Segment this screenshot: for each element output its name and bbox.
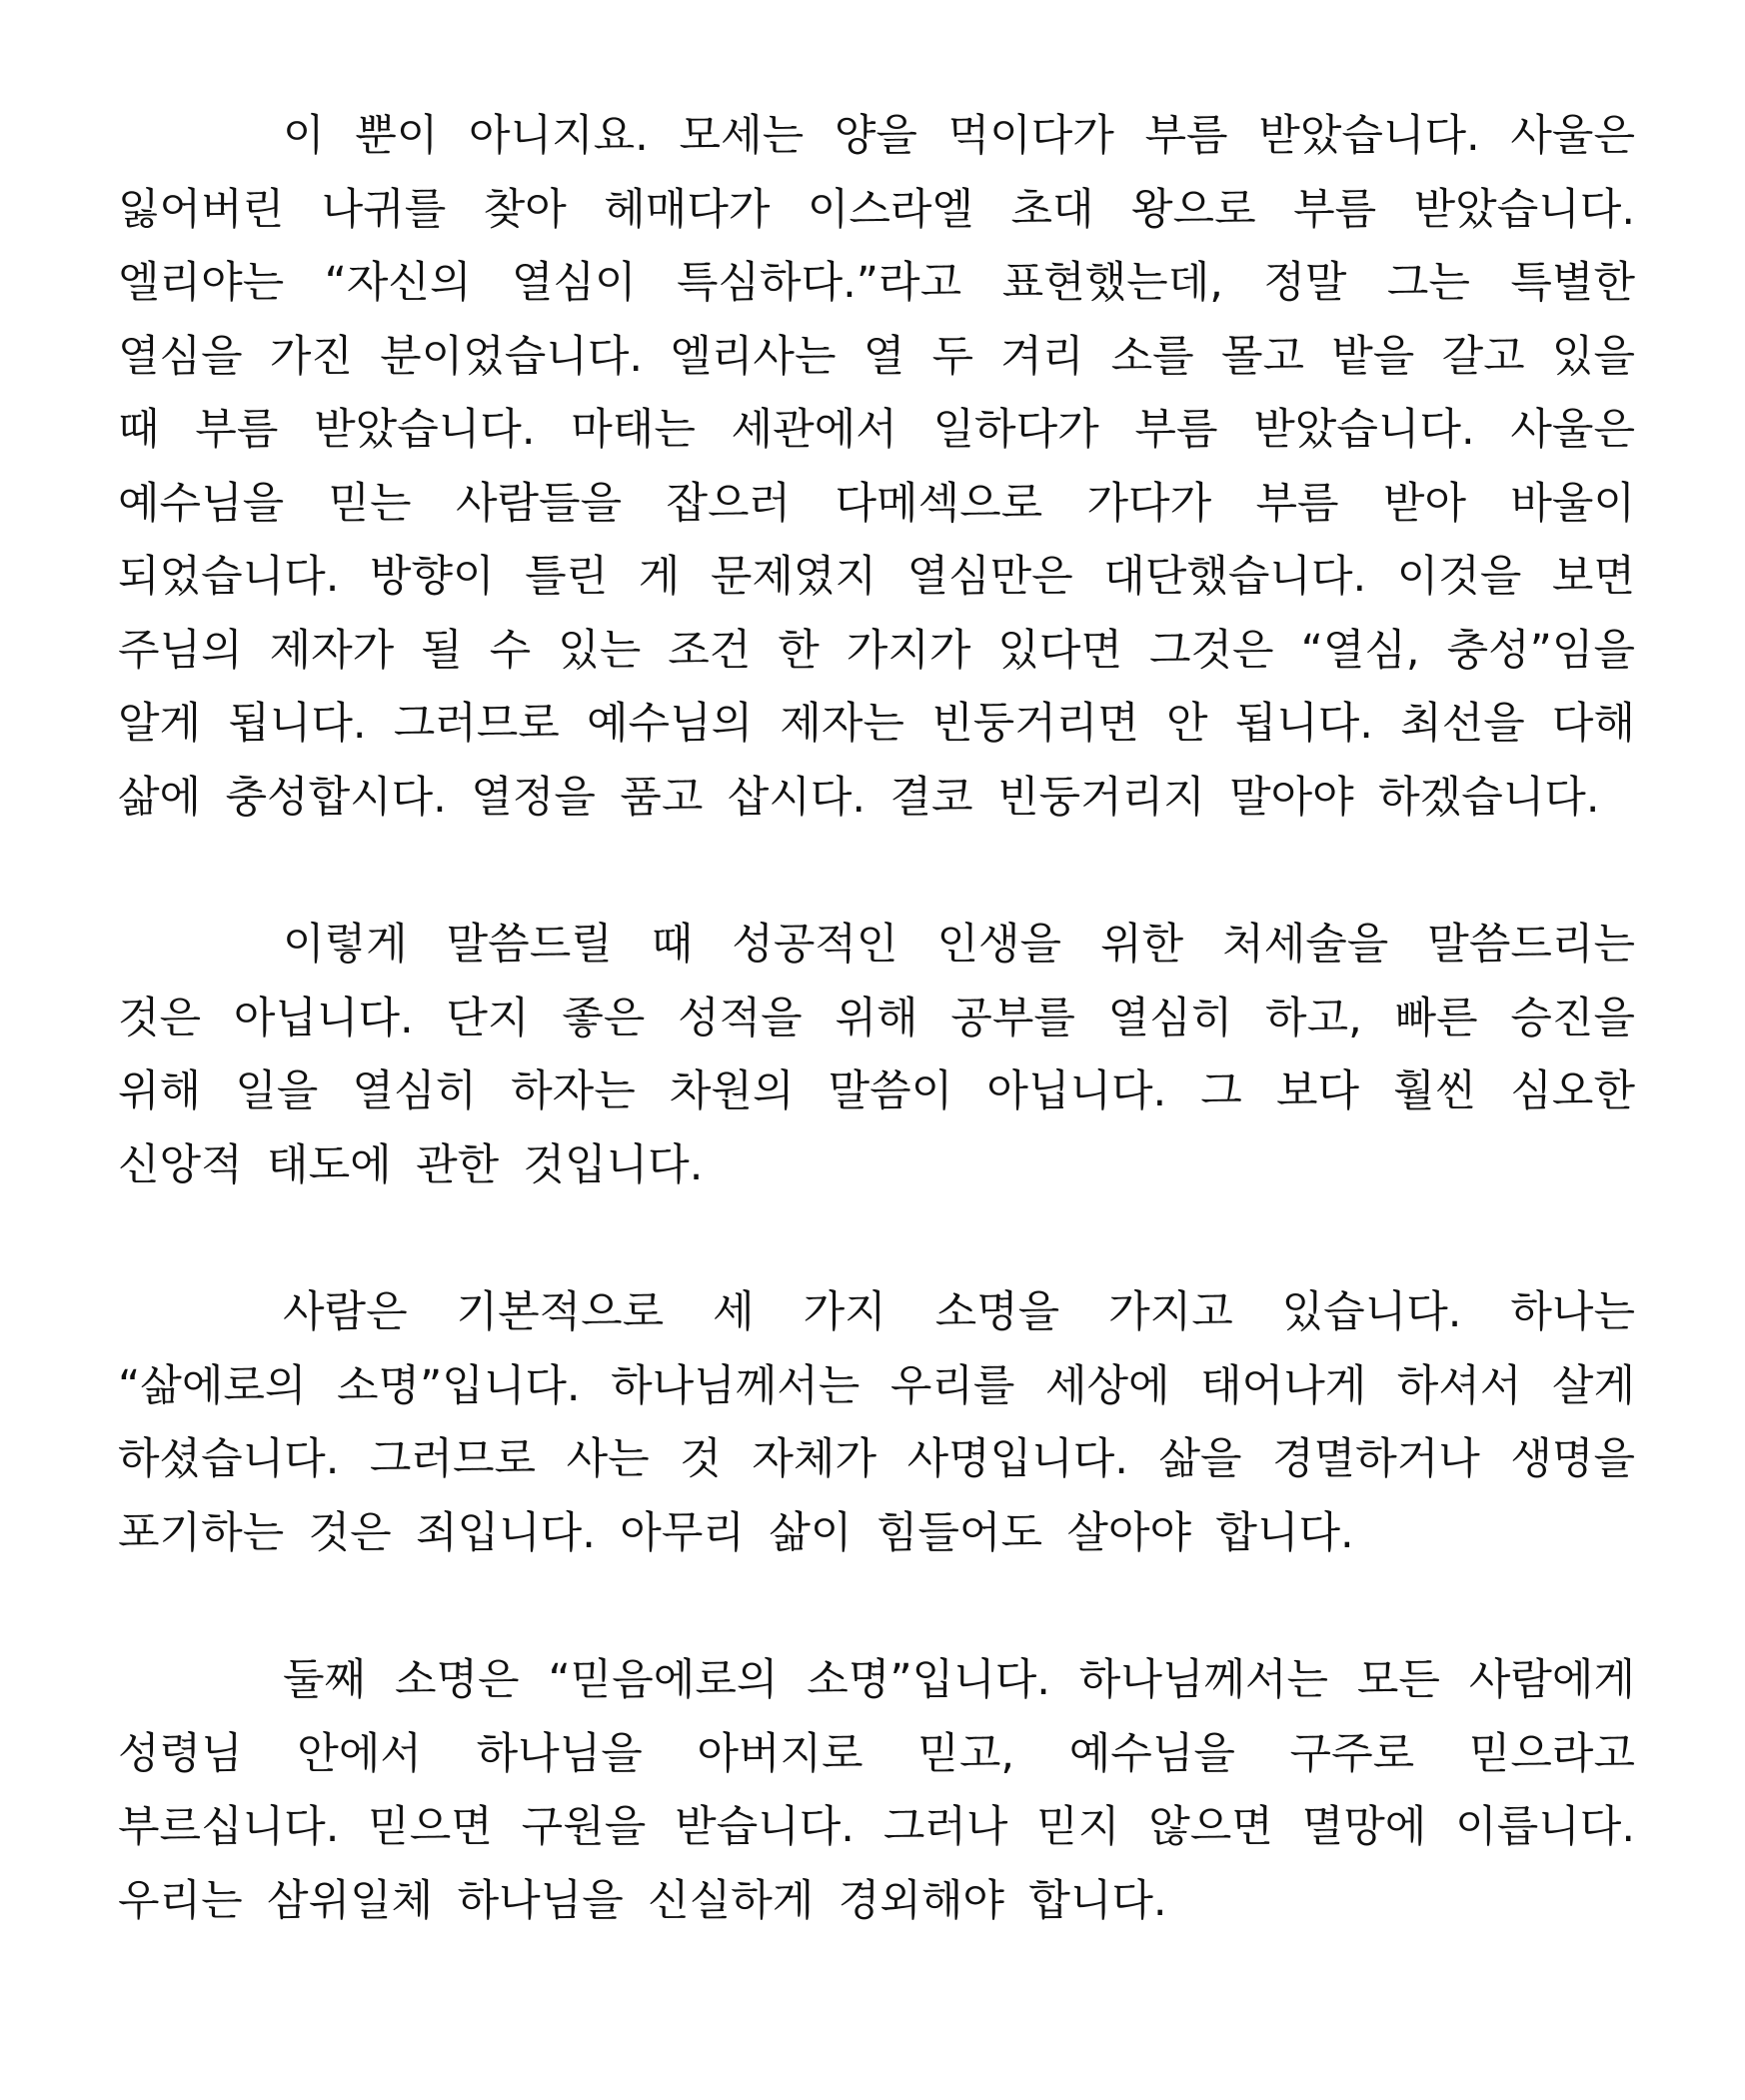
paragraph-calling-examples: 이 뿐이 아니지요. 모세는 양을 먹이다가 부름 받았습니다. 사울은 잃어버린 나귀를 찾아 헤매다가 이스라엘 초대 왕으로 부름 받았습니다. 엘리야는 “자신의 열심이 특심하다.”라고 표현했는데, 정말 그는 특별한 열심을 가진 분이었습니다. 엘리사는 열 두 겨리 소를 몰고 밭을 갈고 있을 때 부름 받았습니다. 마태는 세관에서 일하다가 부름 받았습니다. 사울은 예수님을 믿는 사람들을 잡으러 다메섹으로 가다가 부름 받아 바울이 되었습니다. 방향이 틀린 게 문제였지 열심만은 대단했습니다. 이것을 보면 주님의 제자가 될 수 있는 조건 한 가지가 있다면 그것은 “열심, 충성”임을 알게 됩니다. 그러므로 예수님의 제자는 빈둥거리면 안 됩니다. 최선을 다해 삶에 충성합시다. 열정을 품고 삽시다. 결코 빈둥거리지 말아야 하겠습니다. xyxy=(118,111,1635,823)
paragraph-not-worldly-success: 이렇게 말씀드릴 때 성공적인 인생을 위한 처세술을 말씀드리는 것은 아닙니다. 단지 좋은 성적을 위해 공부를 열심히 하고, 빠른 승진을 위해 일을 열심히 하자는 차원의 말씀이 아닙니다. 그 보다 훨씬 심오한 신앙적 태도에 관한 것입니다. xyxy=(118,920,1635,1190)
paragraph-calling-to-life: 사람은 기본적으로 세 가지 소명을 가지고 있습니다. 하나는 “삶에로의 소명”입니다. 하나님께서는 우리를 세상에 태어나게 하셔서 살게 하셨습니다. 그러므로 사는 것 자체가 사명입니다. 삶을 경멸하거나 생명을 포기하는 것은 죄입니다. 아무리 삶이 힘들어도 살아야 합니다. xyxy=(118,1287,1635,1558)
paragraph-calling-to-faith: 둘째 소명은 “믿음에로의 소명”입니다. 하나님께서는 모든 사람에게 성령님 안에서 하나님을 아버지로 믿고, 예수님을 구주로 믿으라고 부르십니다. 믿으면 구원을 받습니다. 그러나 믿지 않으면 멸망에 이릅니다. 우리는 삼위일체 하나님을 신실하게 경외해야 합니다. xyxy=(118,1655,1635,1926)
